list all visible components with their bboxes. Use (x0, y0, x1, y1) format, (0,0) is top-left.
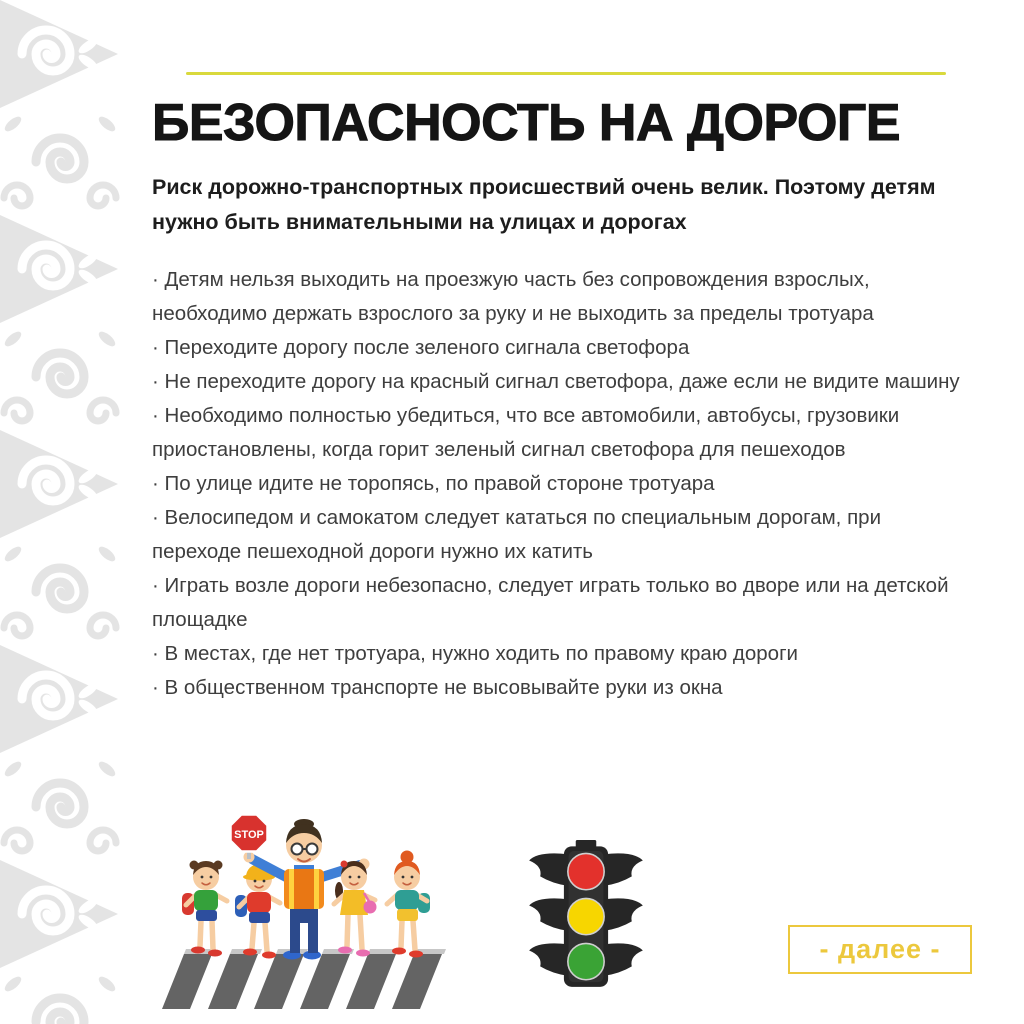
rule-item: · Детям нельзя выходить на проезжую часть без сопровождения взрослых, необходимо держать взрослого за руку и не выходить за пределы тротуара (152, 267, 874, 325)
traffic-light-yellow (568, 898, 604, 934)
traffic-light-red (568, 853, 604, 889)
rule-item: · Переходите дорогу после зеленого сигнала светофора (152, 335, 690, 359)
rule-item: · Велосипедом и самокатом следует кататься по специальным дорогам, при переходе пешеходной дороги нужно их катить (152, 505, 882, 563)
child-boy-cap (235, 864, 280, 959)
crosswalk-illustration (156, 809, 466, 1014)
stop-sign (231, 815, 268, 852)
stop-sign-label: STOP (234, 829, 264, 841)
traffic-light-green (568, 943, 604, 979)
traffic-light-illustration (526, 840, 646, 990)
page-title: БЕЗОПАСНОСТЬ НА ДОРОГЕ (152, 94, 901, 152)
next-button[interactable]: - далее - (788, 925, 972, 974)
kazakh-ornament-border (0, 0, 120, 1024)
child-girl-teal (387, 851, 430, 958)
rule-item: · В местах, где нет тротуара, нужно ходить по правому краю дороги (152, 641, 799, 665)
child-girl-green (182, 861, 227, 957)
subtitle: Риск дорожно-транспортных происшествий очень велик. Поэтому детям нужно быть внимательными на улицах и дорогах (152, 175, 936, 234)
illustration-row (152, 811, 972, 1024)
zebra-stripes (162, 949, 446, 1009)
rule-item: · Играть возле дороги небезопасно, следует играть только во дворе или на детской площадке (152, 573, 949, 631)
rule-item: · Необходимо полностью убедиться, что все автомобили, автобусы, грузовики приостановлены, когда горит зеленый сигнал светофора для пешеходов (152, 403, 900, 461)
rules-list (152, 263, 964, 705)
rule-item: · В общественном транспорте не высовывайте руки из окна (152, 675, 723, 699)
rule-item: · По улице идите не торопясь, по правой стороне тротуара (152, 471, 715, 495)
rule-item: · Не переходите дорогу на красный сигнал светофора, даже если не видите машину (152, 369, 960, 393)
title-rule (186, 72, 946, 75)
poster-content (152, 0, 972, 1024)
